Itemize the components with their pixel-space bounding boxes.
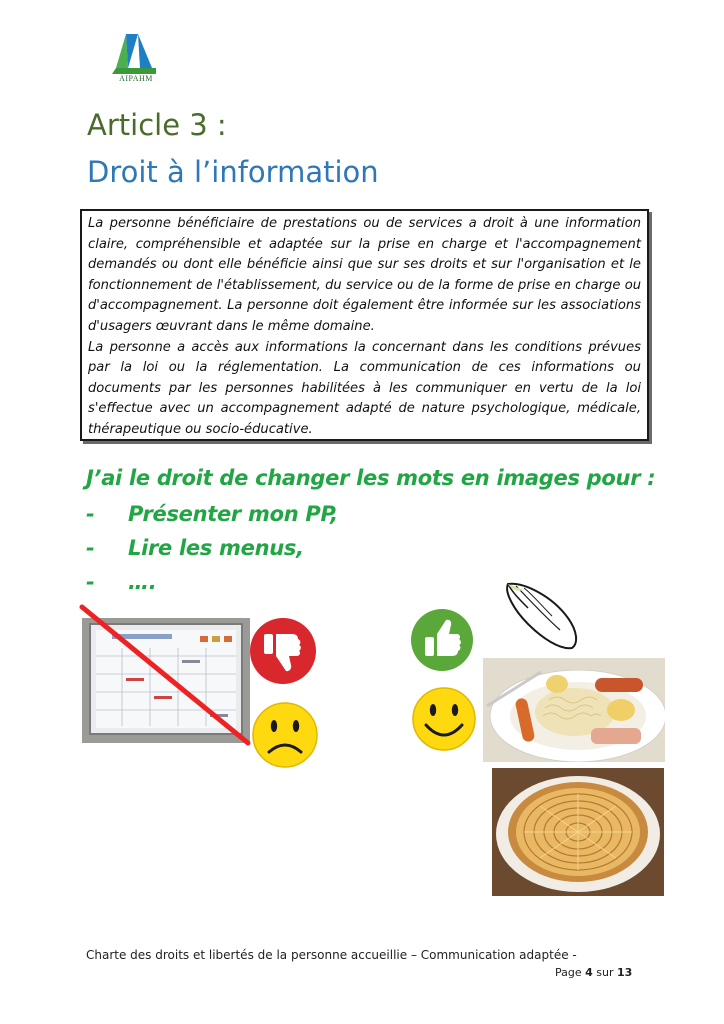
page-number bbox=[555, 966, 632, 979]
thumbs-down-icon bbox=[249, 617, 317, 685]
sauerkraut-plate-photo bbox=[483, 658, 665, 762]
list-item bbox=[86, 536, 338, 570]
list-item-text: …. bbox=[128, 570, 157, 594]
logo-a-mark bbox=[108, 34, 164, 78]
rights-heading: J’ai le droit de changer les mots en images pour : bbox=[86, 466, 656, 490]
page-label: Page bbox=[555, 966, 582, 979]
footer-text: Charte des droits et libertés de la personne accueillie – Communication adaptée - bbox=[86, 948, 577, 962]
article-paragraph-2: La personne a accès aux informations la concernant dans les conditions prévues par la loi ou la réglementation. La communication de ces informations ou documents par les personnes habilitées à les communiquer en vertu de la loi s'effectue avec un accompagnement adapté de nature psychologique, médicale, thérapeutique ou socio-éducative. bbox=[88, 339, 641, 437]
happy-face-icon bbox=[410, 685, 478, 753]
list-dash: - bbox=[86, 536, 95, 560]
page-current: 4 bbox=[585, 966, 593, 979]
sad-face-icon bbox=[250, 700, 320, 770]
article-text-box bbox=[80, 209, 649, 441]
list-item-text: Lire les menus, bbox=[128, 536, 304, 560]
endive-drawing bbox=[502, 578, 582, 650]
logo bbox=[108, 34, 164, 86]
article-number-title: Article 3 : bbox=[87, 108, 227, 142]
list-item-text: Présenter mon PP, bbox=[128, 502, 338, 526]
thumbs-up-icon bbox=[410, 608, 474, 672]
rights-list bbox=[86, 502, 338, 604]
list-item bbox=[86, 570, 338, 604]
logo-text: AIPAHM bbox=[119, 74, 153, 83]
article-subject-title: Droit à l’information bbox=[87, 155, 379, 189]
article-paragraph-1: La personne bénéficiaire de prestations ou de services a droit à une information claire, compréhensible et adaptée sur la prise en charge et l'accompagnement demandés ou dont elle bénéficie ainsi que sur ses droits et sur l'organisation et le fonctionnement de l'établissement, du service ou de la forme de prise en charge ou d'accompagnement. La personne doit également être informée sur les associations d'usagers œuvrant dans le même domaine. bbox=[88, 216, 641, 334]
cross-out-line bbox=[78, 603, 253, 748]
list-dash: - bbox=[86, 502, 95, 526]
list-item bbox=[86, 502, 338, 536]
apple-tart-photo bbox=[492, 768, 664, 896]
page-sep: sur bbox=[596, 966, 614, 979]
list-dash: - bbox=[86, 570, 95, 594]
page-total: 13 bbox=[617, 966, 633, 979]
